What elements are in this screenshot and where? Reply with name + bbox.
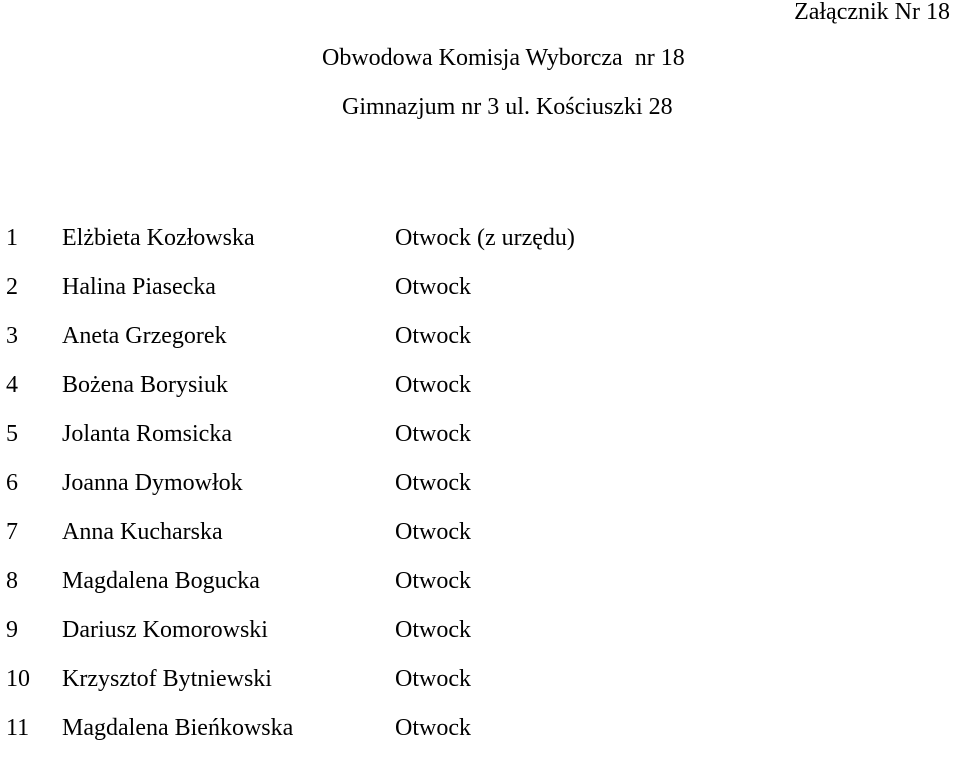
attachment-label: Załącznik Nr 18 <box>794 0 950 25</box>
member-number: 3 <box>6 323 18 349</box>
member-city: Otwock <box>395 568 471 594</box>
member-name: Bożena Borysiuk <box>62 372 228 398</box>
member-number: 8 <box>6 568 18 594</box>
member-city: Otwock <box>395 323 471 349</box>
member-city: Otwock <box>395 470 471 496</box>
member-number: 5 <box>6 421 18 447</box>
member-name: Elżbieta Kozłowska <box>62 225 255 251</box>
member-number: 4 <box>6 372 18 398</box>
member-row <box>0 710 960 759</box>
member-row <box>0 416 960 465</box>
member-city: Otwock <box>395 421 471 447</box>
member-city: Otwock <box>395 715 471 741</box>
member-number: 6 <box>6 470 18 496</box>
member-name: Jolanta Romsicka <box>62 421 232 447</box>
member-name: Halina Piasecka <box>62 274 216 300</box>
commission-title: Obwodowa Komisja Wyborcza nr 18 <box>322 45 685 71</box>
member-row <box>0 612 960 661</box>
member-row <box>0 318 960 367</box>
member-row <box>0 465 960 514</box>
member-name: Dariusz Komorowski <box>62 617 268 643</box>
member-name: Aneta Grzegorek <box>62 323 227 349</box>
member-number: 7 <box>6 519 18 545</box>
member-name: Krzysztof Bytniewski <box>62 666 272 692</box>
member-number: 9 <box>6 617 18 643</box>
member-row <box>0 563 960 612</box>
member-city: Otwock <box>395 274 471 300</box>
member-row <box>0 269 960 318</box>
member-list <box>0 220 960 759</box>
member-name: Anna Kucharska <box>62 519 223 545</box>
member-city: Otwock <box>395 666 471 692</box>
member-city: Otwock <box>395 372 471 398</box>
member-number: 1 <box>6 225 18 251</box>
member-row <box>0 661 960 710</box>
member-number: 10 <box>6 666 30 692</box>
member-row <box>0 220 960 269</box>
member-city: Otwock <box>395 617 471 643</box>
commission-address: Gimnazjum nr 3 ul. Kościuszki 28 <box>342 94 673 120</box>
member-city: Otwock (z urzędu) <box>395 225 575 251</box>
member-name: Joanna Dymowłok <box>62 470 243 496</box>
member-name: Magdalena Bieńkowska <box>62 715 294 741</box>
member-row <box>0 367 960 416</box>
member-number: 2 <box>6 274 18 300</box>
member-number: 11 <box>6 715 30 741</box>
member-row <box>0 514 960 563</box>
member-name: Magdalena Bogucka <box>62 568 260 594</box>
member-city: Otwock <box>395 519 471 545</box>
